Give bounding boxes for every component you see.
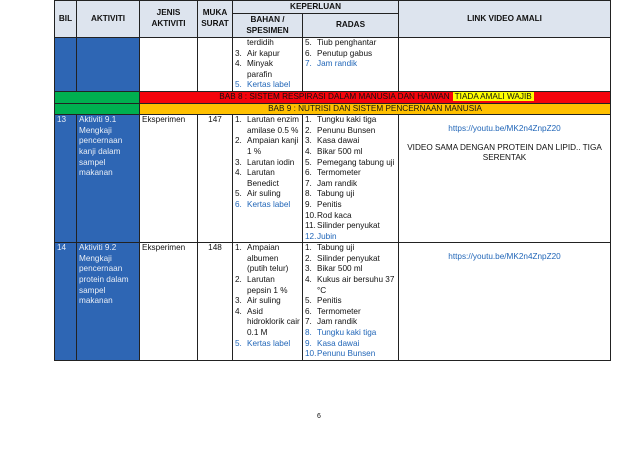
row-aktiviti: Aktiviti 9.2 Mengkaji pencernaan protein dalam sampel makanan: [77, 243, 140, 361]
list-item: [305, 38, 396, 49]
list-item-text: Tabung uji: [317, 189, 355, 199]
list-item-text: Jam randik: [317, 178, 358, 188]
list-item: [305, 317, 396, 328]
list-item: [305, 179, 396, 190]
list-item: [305, 254, 396, 265]
video-note: VIDEO SAMA DENGAN PROTEIN DAN LIPID.. TIGA SERENTAK: [407, 142, 602, 163]
list-item: [305, 211, 396, 222]
list-item: [305, 168, 396, 179]
list-item-text: Termometer: [317, 168, 361, 178]
row-radas: [303, 115, 399, 243]
list-item: [305, 59, 396, 70]
row-muka-surat: 147: [198, 115, 233, 243]
list-item: [235, 80, 300, 91]
list-item-text: Penitis: [317, 296, 342, 306]
list-item-text: Kertas label: [247, 338, 291, 348]
list-item-text: Kertas label: [247, 80, 291, 90]
bab8-banner: [140, 91, 611, 103]
list-item-number: 4.: [235, 306, 242, 316]
list-item-number: 5.: [305, 38, 312, 47]
list-item-text: Rod kaca: [317, 210, 352, 220]
list-item-text: Pemegang tabung uji: [317, 157, 395, 167]
list-item: [235, 38, 300, 49]
list-item: [305, 49, 396, 60]
list-item-number: 10.: [305, 210, 317, 220]
list-item: [305, 115, 396, 126]
list-item-number: [235, 38, 247, 49]
list-item-text: Tungku kaki tiga: [317, 328, 377, 338]
list-item-text: Larutan enzim amilase 0.5 %: [247, 115, 299, 135]
list-item-text: Air suling: [247, 189, 281, 199]
list-item-number: 4.: [305, 275, 312, 285]
list-item-text: Larutan iodin: [247, 157, 295, 167]
list-item: [235, 339, 300, 350]
list-item-number: 5.: [235, 338, 242, 348]
list-item-number: 11.: [305, 221, 316, 231]
activity-table: [54, 0, 611, 361]
list-item-text: Termometer: [317, 306, 361, 316]
cont-bahan-cell: [233, 38, 303, 92]
header-keperluan: KEPERLUAN: [233, 1, 399, 14]
list-item-text: Tabung uji: [317, 243, 355, 253]
list-item-text: Larutan Benedict: [247, 168, 279, 188]
list-item: [235, 49, 300, 60]
list-item-text: Kertas label: [247, 199, 291, 209]
list-item: [235, 59, 300, 80]
header-jenis-aktiviti: JENIS AKTIVITI: [140, 1, 198, 38]
row-muka-surat: 148: [198, 243, 233, 361]
list-item-text: terdidih: [247, 38, 274, 47]
list-item-text: Jam randik: [317, 317, 358, 327]
list-item-number: 7.: [305, 178, 312, 188]
bab9-row: [55, 103, 611, 115]
list-item-text: Air suling: [247, 296, 281, 306]
list-item-text: Penunu Bunsen: [317, 125, 376, 135]
list-item-text: Penutup gabus: [317, 48, 373, 58]
list-item-number: 5.: [235, 80, 242, 90]
list-item: [305, 232, 396, 243]
list-item-number: 9.: [305, 338, 312, 348]
row-jenis: Eksperimen: [140, 243, 198, 361]
row-bahan: [233, 243, 303, 361]
list-item: [305, 339, 396, 350]
list-item-number: 1.: [235, 115, 242, 125]
list-item: [235, 243, 300, 275]
list-item-text: Tungku kaki tiga: [317, 115, 377, 125]
list-item: [305, 275, 396, 296]
activity-row: [55, 115, 611, 243]
list-item-text: Air kapur: [247, 48, 280, 58]
list-item: [305, 189, 396, 200]
list-item-text: Kasa dawai: [317, 136, 360, 146]
row-bil: 13: [55, 115, 77, 243]
list-item-number: 3.: [235, 48, 242, 58]
list-item-text: Penitis: [317, 199, 342, 209]
list-item-text: Kukus air bersuhu 37 °C: [317, 275, 395, 295]
list-item: [235, 275, 300, 296]
list-item-text: Ampaian albumen (putih telur): [247, 243, 289, 274]
list-item-number: 4.: [305, 146, 312, 156]
list-item-number: 7.: [305, 317, 312, 327]
list-item-number: 1.: [235, 243, 242, 253]
list-item-text: Silinder penyukat: [317, 253, 380, 263]
list-item-number: 10.: [305, 349, 317, 359]
list-item-number: 12.: [305, 231, 317, 241]
list-item: [305, 158, 396, 169]
list-item-number: 6.: [305, 306, 312, 316]
list-item-number: 3.: [305, 264, 312, 274]
page-number: 6: [317, 413, 321, 420]
list-item-number: 1.: [305, 115, 312, 125]
list-item-number: 6.: [235, 199, 242, 209]
list-item: [305, 307, 396, 318]
continuation-row: [55, 38, 611, 92]
list-item-text: Larutan pepsin 1 %: [247, 275, 288, 295]
list-item: [305, 136, 396, 147]
row-bahan: [233, 115, 303, 243]
list-item-text: Kasa dawai: [317, 338, 360, 348]
header-bil: BIL: [55, 1, 77, 38]
list-item: [305, 264, 396, 275]
header-radas: RADAS: [303, 14, 399, 38]
row-link: [399, 243, 611, 361]
row-radas: [303, 243, 399, 361]
list-item: [305, 126, 396, 137]
list-item: [235, 307, 300, 339]
list-item: [235, 296, 300, 307]
list-item-text: Ampaian kanji 1 %: [247, 136, 299, 156]
list-item-number: 3.: [305, 136, 312, 146]
list-item-text: Penunu Bunsen: [317, 349, 376, 359]
list-item-text: Asid hidroklorik cair 0.1 M: [247, 306, 300, 338]
list-item: [305, 200, 396, 211]
list-item-number: 8.: [305, 328, 312, 338]
list-item-number: 4.: [235, 168, 242, 178]
list-item-number: 5.: [235, 189, 242, 199]
video-link[interactable]: https://youtu.be/MK2n4ZnpZ20: [448, 124, 561, 134]
list-item-number: 5.: [305, 157, 312, 167]
list-item-number: 1.: [305, 243, 312, 253]
list-item: [305, 147, 396, 158]
header-link-video: LINK VIDEO AMALI: [399, 1, 611, 38]
list-item: [305, 243, 396, 254]
list-item-number: 4.: [235, 59, 242, 69]
list-item-number: 8.: [305, 189, 312, 199]
cont-radas-cell: [303, 38, 399, 92]
bab8-row: [55, 91, 611, 103]
list-item-number: 7.: [305, 59, 312, 69]
list-item-number: 2.: [235, 136, 242, 146]
list-item: [305, 328, 396, 339]
header-bahan: BAHAN / SPESIMEN: [233, 14, 303, 38]
bab9-banner: BAB 9 : NUTRISI DAN SISTEM PENCERNAAN MANUSIA: [140, 103, 611, 115]
list-item: [235, 136, 300, 157]
list-item: [235, 158, 300, 169]
list-item-text: Jam randik: [317, 59, 358, 69]
bab8-tag: TIADA AMALI WAJIB: [454, 91, 532, 101]
row-bil: 14: [55, 243, 77, 361]
list-item-text: Minyak parafin: [247, 59, 273, 79]
bab8-title: BAB 8 : SISTEM RESPIRASI DALAM MANUSIA DAN HAIWAN: [219, 91, 450, 101]
list-item: [235, 115, 300, 136]
header-aktiviti: AKTIVITI: [77, 1, 140, 38]
list-item-text: Silinder penyukat: [317, 221, 380, 231]
list-item: [305, 221, 396, 232]
list-item-number: 2.: [305, 125, 312, 135]
row-aktiviti: Aktiviti 9.1 Mengkaji pencernaan kanji dalam sampel makanan: [77, 115, 140, 243]
list-item-number: 2.: [235, 275, 242, 285]
list-item-text: Bikar 500 ml: [317, 264, 363, 274]
list-item-number: 5.: [305, 296, 312, 306]
list-item-number: 2.: [305, 253, 312, 263]
list-item: [305, 296, 396, 307]
list-item-text: Jubin: [317, 231, 337, 241]
list-item-number: 3.: [235, 157, 242, 167]
list-item-text: Bikar 500 ml: [317, 146, 363, 156]
list-item-number: 6.: [305, 168, 312, 178]
list-item: [235, 168, 300, 189]
row-jenis: Eksperimen: [140, 115, 198, 243]
list-item-number: 6.: [305, 48, 312, 58]
list-item: [305, 349, 396, 360]
activity-row: [55, 243, 611, 361]
list-item: [235, 189, 300, 200]
list-item: [235, 200, 300, 211]
header-muka-surat: MUKA SURAT: [198, 1, 233, 38]
list-item-number: 9.: [305, 199, 312, 209]
list-item-number: 3.: [235, 296, 242, 306]
list-item-text: Tiub penghantar: [317, 38, 377, 47]
video-link[interactable]: https://youtu.be/MK2n4ZnpZ20: [448, 252, 561, 262]
row-link: [399, 115, 611, 243]
